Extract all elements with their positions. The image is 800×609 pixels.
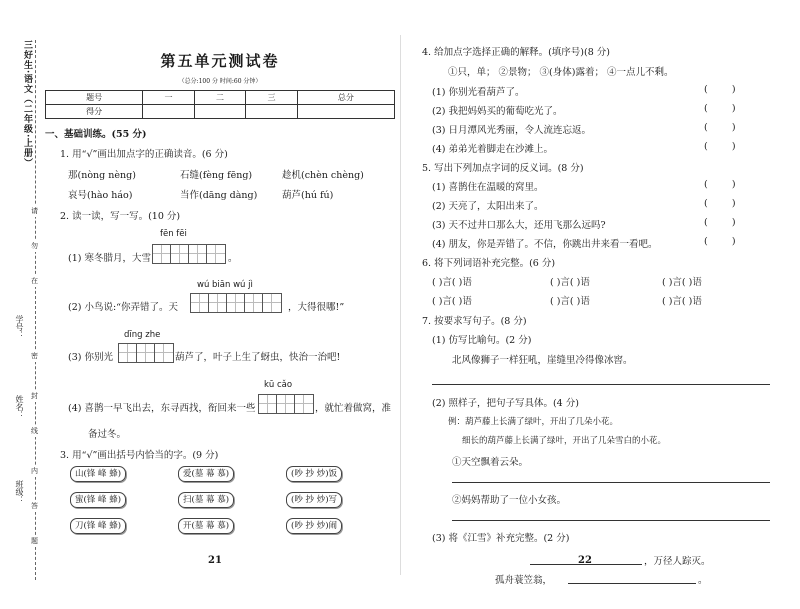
name-field[interactable]: 姓名：	[15, 395, 24, 419]
sentence-text: 葫芦了，叶子上生了蚜虫，快治一治吧!	[175, 352, 341, 363]
pinyin-choice[interactable]: 趁机(chèn chèng)	[282, 170, 364, 181]
pinyin-label: fēn fēi	[160, 229, 187, 239]
seal-line	[35, 40, 36, 580]
idiom-blank[interactable]: ( )言( )语	[432, 296, 472, 307]
pinyin-choice[interactable]: 哀号(hào háo)	[68, 190, 133, 201]
poem-line: 。	[698, 575, 708, 586]
idiom-blank[interactable]: ( )言( )语	[432, 277, 472, 288]
writing-grid[interactable]	[118, 343, 174, 363]
char-choice[interactable]: (吵 抄 炒)写	[286, 492, 342, 508]
seal-char: 勿	[31, 242, 38, 250]
question-item: (3) 天不过井口那么大，还用飞那么远吗?	[432, 220, 606, 231]
char-choice[interactable]: 扫(墓 幕 慕)	[178, 492, 234, 508]
table-cell: 题号	[46, 91, 143, 105]
answer-paren[interactable]: ( )	[704, 84, 736, 95]
table-cell: 一	[143, 91, 194, 105]
option-list: ①只，单； ②景物； ③(身体)露着； ④一点儿不剩。	[448, 67, 674, 78]
score-input[interactable]	[297, 105, 394, 119]
right-page	[400, 0, 800, 609]
seal-char: 线	[31, 427, 38, 435]
table-cell: 二	[194, 91, 245, 105]
writing-grid[interactable]	[152, 244, 226, 264]
pinyin-choice[interactable]: 当作(dāng dàng)	[180, 190, 258, 201]
sentence-text: (4) 喜鹊一早飞出去，东寻西找，衔回来一些	[68, 403, 256, 414]
score-table-row	[46, 105, 395, 119]
idiom-blank[interactable]: ( )言( )语	[550, 277, 590, 288]
answer-paren[interactable]: ( )	[704, 179, 736, 190]
score-input[interactable]	[246, 105, 297, 119]
answer-paren[interactable]: ( )	[704, 198, 736, 209]
page-number: 21	[208, 555, 222, 566]
answer-line[interactable]	[452, 482, 770, 483]
sentence-text: (3) 你别光	[68, 352, 113, 363]
pinyin-choice[interactable]: 葫芦(hú fú)	[282, 190, 334, 201]
pinyin-choice[interactable]: 那(nòng nèng)	[68, 170, 136, 181]
sub-question: (2) 照样子，把句子写具体。(4 分)	[432, 398, 579, 409]
sentence-text: 备过冬。	[88, 429, 127, 440]
seal-char: 在	[31, 277, 38, 285]
example-sentence: 细长的葫芦藤上长满了绿叶，开出了几朵雪白的小花。	[462, 436, 667, 446]
class-field[interactable]: 班级：	[15, 480, 24, 504]
question-item: (2) 天亮了，太阳出来了。	[432, 201, 544, 212]
answer-paren[interactable]: ( )	[704, 236, 736, 247]
idiom-blank[interactable]: ( )言( )语	[550, 296, 590, 307]
idiom-blank[interactable]: ( )言( )语	[662, 296, 702, 307]
table-cell: 总分	[297, 91, 394, 105]
answer-paren[interactable]: ( )	[704, 141, 736, 152]
question-item: (1) 喜鹊住在温暖的窝里。	[432, 182, 544, 193]
question-prompt: 5. 写出下列加点字词的反义词。(8 分)	[422, 163, 584, 174]
sentence-text: ，大得很哪!”	[288, 302, 345, 313]
sentence-text: (2) 小鸟说:“你弄错了。天	[68, 302, 179, 313]
char-choice[interactable]: (吵 抄 炒)闹	[286, 518, 342, 534]
exam-info: （总分:100 分 时间:60 分钟）	[178, 78, 262, 85]
question-prompt: 6. 将下列词语补充完整。(6 分)	[422, 258, 556, 269]
char-choice[interactable]: (吵 抄 炒)饭	[286, 466, 342, 482]
student-id-field[interactable]: 学号：	[15, 315, 24, 339]
poem-blank[interactable]	[568, 583, 696, 584]
page-number: 22	[578, 555, 592, 566]
exercise-item: ②妈妈帮助了一位小女孩。	[452, 495, 567, 506]
char-choice[interactable]: 蜜(锋 峰 蜂)	[70, 492, 126, 508]
writing-grid[interactable]	[258, 394, 314, 414]
pinyin-choice[interactable]: 石缝(fèng fēng)	[180, 170, 253, 181]
exercise-item: ①天空飘着云朵。	[452, 457, 529, 468]
char-choice[interactable]: 山(锋 峰 蜂)	[70, 466, 126, 482]
sub-question: (3) 将《江雪》补充完整。(2 分)	[432, 533, 570, 544]
seal-char: 内	[31, 467, 38, 475]
char-choice[interactable]: 开(墓 幕 慕)	[178, 518, 234, 534]
score-table	[45, 90, 395, 119]
question-item: (4) 弟弟光着脚走在沙滩上。	[432, 144, 553, 155]
answer-paren[interactable]: ( )	[704, 122, 736, 133]
sentence-text: ，就忙着做窝，准	[315, 403, 392, 414]
answer-paren[interactable]: ( )	[704, 103, 736, 114]
question-item: (2) 我把妈妈买的葡萄吃光了。	[432, 106, 563, 117]
table-cell: 三	[246, 91, 297, 105]
table-cell: 得分	[46, 105, 143, 119]
page-title: 第五单元测试卷	[160, 52, 280, 70]
idiom-blank[interactable]: ( )言( )语	[662, 277, 702, 288]
question-item: (3) 日月潭风光秀丽，令人流连忘返。	[432, 125, 591, 136]
question-prompt: 4. 给加点字选择正确的解释。(填序号)(8 分)	[422, 47, 610, 58]
sentence-text: (1) 寒冬腊月，大雪	[68, 253, 151, 264]
series-title: 三好生·语文（二年级·上册）	[22, 40, 32, 169]
question-item: (1) 你别光看葫芦了。	[432, 87, 525, 98]
seal-char: 请	[31, 207, 38, 215]
writing-grid[interactable]	[190, 293, 282, 313]
example-sentence: 例：葫芦藤上长满了绿叶，开出了几朵小花。	[448, 417, 619, 427]
pinyin-label: dīng zhe	[124, 330, 161, 340]
sub-question: (1) 仿写比喻句。(2 分)	[432, 335, 532, 346]
seal-char: 题	[31, 537, 38, 545]
poem-line: 孤舟蓑笠翁，	[495, 575, 553, 586]
example-sentence: 北风像狮子一样狂吼，崖缝里冷得像冰窖。	[452, 355, 633, 366]
seal-char: 密	[31, 352, 38, 360]
section-heading: 一、基础训练。(55 分)	[45, 129, 147, 140]
answer-paren[interactable]: ( )	[704, 217, 736, 228]
poem-line: ，万径人踪灭。	[644, 556, 711, 567]
question-prompt: 1. 用“√”画出加点字的正确读音。(6 分)	[60, 149, 228, 160]
char-choice[interactable]: 爱(墓 幕 慕)	[178, 466, 234, 482]
seal-char: 答	[31, 502, 38, 510]
char-choice[interactable]: 刀(锋 峰 蜂)	[70, 518, 126, 534]
pinyin-label: kū cǎo	[264, 380, 293, 390]
pinyin-label: wú biān wú jì	[197, 280, 253, 290]
score-input[interactable]	[143, 105, 194, 119]
score-table-header	[46, 91, 395, 105]
question-prompt: 2. 读一读，写一写。(10 分)	[60, 211, 181, 222]
answer-line[interactable]	[452, 520, 770, 521]
answer-line[interactable]	[432, 384, 770, 385]
question-prompt: 3. 用“√”画出括号内恰当的字。(9 分)	[60, 450, 219, 461]
sentence-text: 。	[228, 253, 238, 264]
score-input[interactable]	[194, 105, 245, 119]
binding-strip	[0, 0, 40, 609]
question-item: (4) 朋友，你是弄错了。不信，你跳出井来看一看吧。	[432, 239, 658, 250]
question-prompt: 7. 按要求写句子。(8 分)	[422, 316, 527, 327]
seal-char: 封	[31, 392, 38, 400]
